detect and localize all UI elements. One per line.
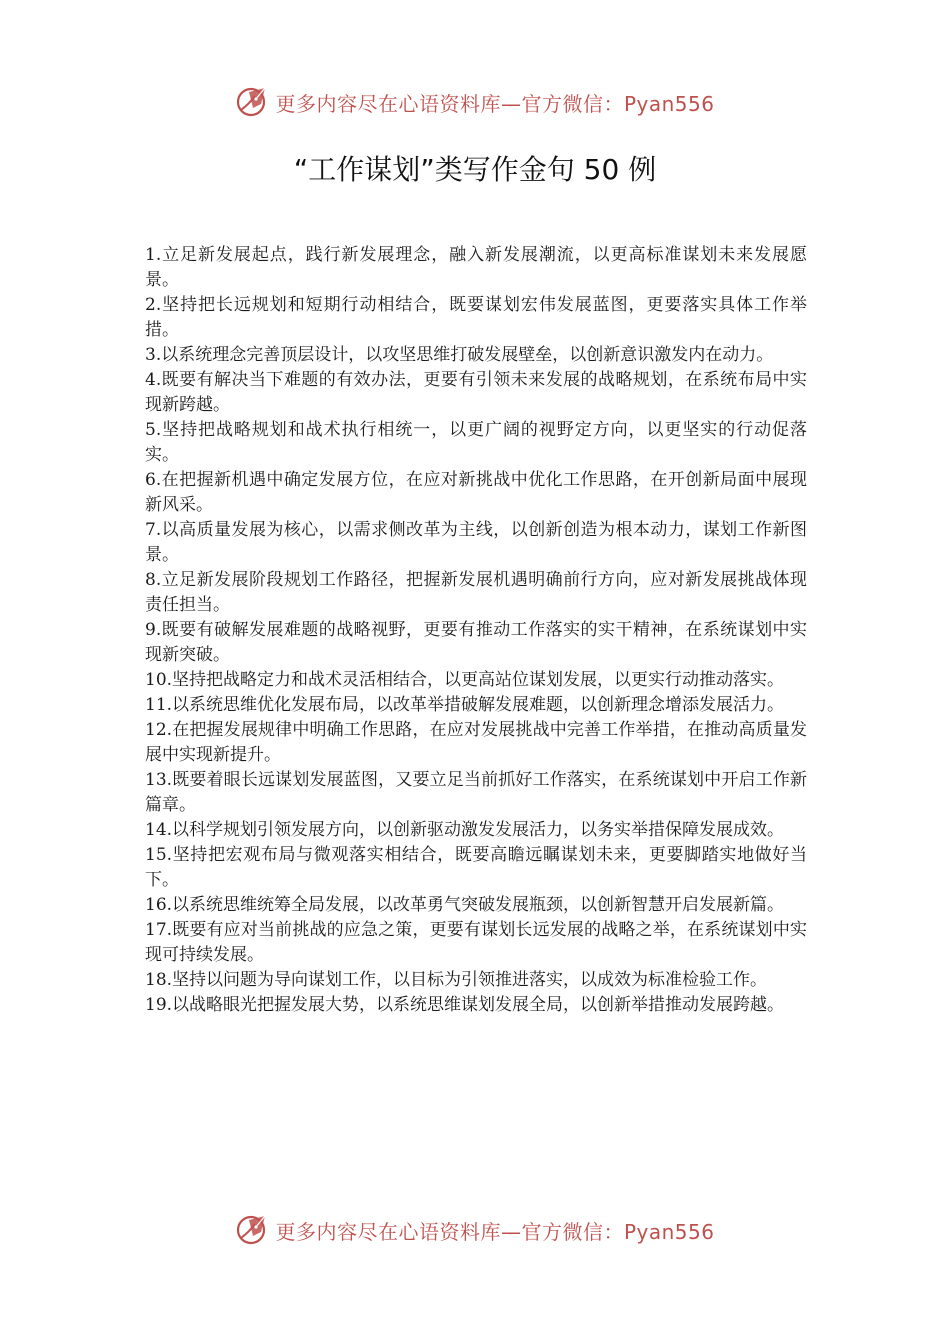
list-item: 16.以系统思维统筹全局发展，以改革勇气突破发展瓶颈，以创新智慧开启发展新篇。 [145, 895, 785, 915]
list-item: 3.以系统理念完善顶层设计，以攻坚思维打破发展壁垒，以创新意识激发内在动力。 [145, 345, 774, 365]
list-item: 7.以高质量发展为核心，以需求侧改革为主线，以创新创造为根本动力，谋划工作新图景。 [145, 520, 807, 565]
list-item: 9.既要有破解发展难题的战略视野，更要有推动工作落实的实干精神，在系统谋划中实现新突破。 [145, 620, 807, 665]
list-item: 6.在把握新机遇中确定发展方位，在应对新挑战中优化工作思路，在开创新局面中展现新风采。 [145, 470, 807, 515]
list-item: 17.既要有应对当前挑战的应急之策，更要有谋划长远发展的战略之举，在系统谋划中实现可持续发展。 [145, 920, 807, 965]
list-item: 11.以系统思维优化发展布局，以改革举措破解发展难题，以创新理念增添发展活力。 [145, 695, 785, 715]
list-item: 15.坚持把宏观布局与微观落实相结合，既要高瞻远瞩谋划未来，更要脚踏实地做好当下。 [145, 845, 807, 890]
footer-banner [0, 1210, 950, 1250]
banner-text: 更多内容尽在心语资料库—官方微信：Pyan556 [275, 1219, 715, 1244]
pen-nib-logo-icon [235, 84, 271, 120]
list-item: 18.坚持以问题为导向谋划工作，以目标为引领推进落实，以成效为标准检验工作。 [145, 970, 768, 990]
list-item: 5.坚持把战略规划和战术执行相统一，以更广阔的视野定方向，以更坚实的行动促落实。 [145, 420, 807, 465]
list-item: 14.以科学规划引领发展方向，以创新驱动激发发展活力，以务实举措保障发展成效。 [145, 820, 785, 840]
page-title: “工作谋划”类写作金句 50 例 [293, 153, 657, 186]
list-item: 10.坚持把战略定力和战术灵活相结合，以更高站位谋划发展，以更实行动推动落实。 [145, 670, 785, 690]
pen-nib-logo-icon [235, 1212, 271, 1248]
sentence-list [145, 243, 807, 1018]
list-item: 12.在把握发展规律中明确工作思路，在应对发展挑战中完善工作举措，在推动高质量发展中实现新提升。 [145, 720, 807, 765]
list-item: 2.坚持把长远规划和短期行动相结合，既要谋划宏伟发展蓝图，更要落实具体工作举措。 [145, 295, 807, 340]
list-item: 4.既要有解决当下难题的有效办法，更要有引领未来发展的战略规划，在系统布局中实现新跨越。 [145, 370, 807, 415]
list-item: 19.以战略眼光把握发展大势，以系统思维谋划发展全局，以创新举措推动发展跨越。 [145, 995, 785, 1015]
list-item: 8.立足新发展阶段规划工作路径，把握新发展机遇明确前行方向，应对新发展挑战体现责任担当。 [145, 570, 807, 615]
list-item: 1.立足新发展起点，践行新发展理念，融入新发展潮流，以更高标准谋划未来发展愿景。 [145, 245, 807, 290]
header-banner [0, 82, 950, 122]
banner-text: 更多内容尽在心语资料库—官方微信：Pyan556 [275, 91, 715, 116]
list-item: 13.既要着眼长远谋划发展蓝图，又要立足当前抓好工作落实，在系统谋划中开启工作新篇章。 [145, 770, 807, 815]
